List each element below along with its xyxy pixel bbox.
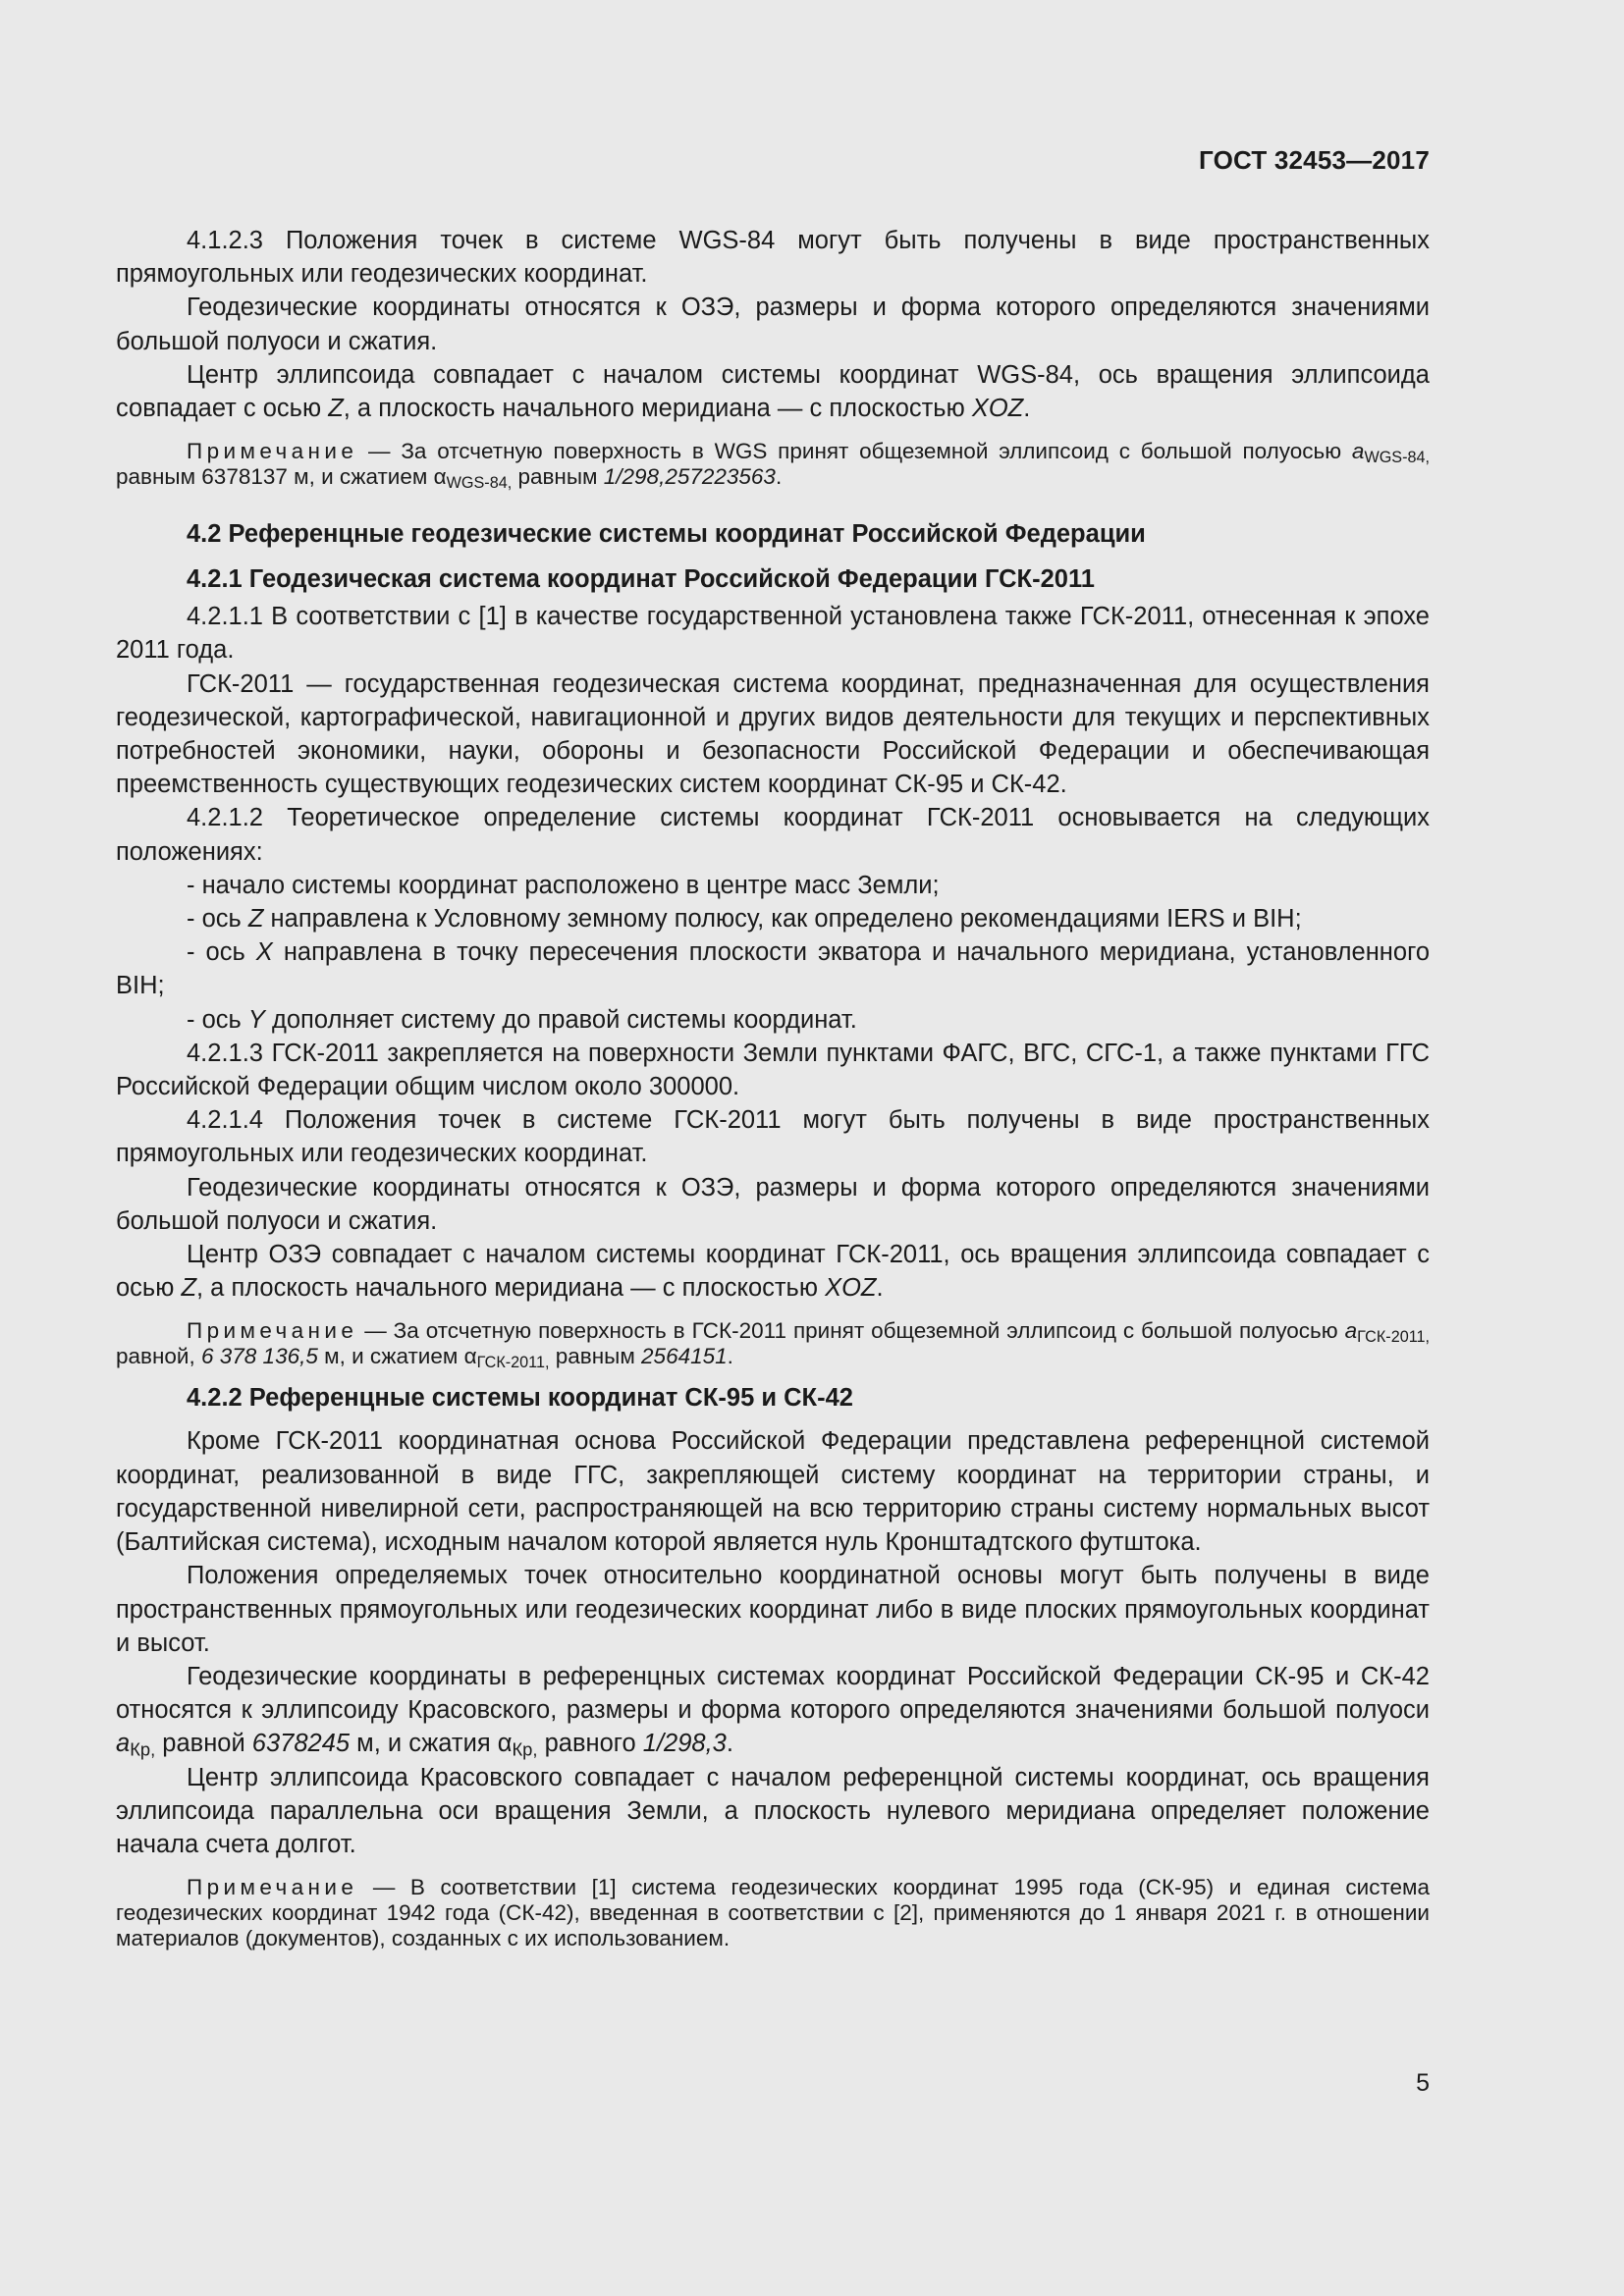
note-sk95-sk42: Примечание — В соответствии [1] система геодезических координат 1995 года (СК-95) и единая система геодезических координат 1942 года (СК-42), введенная в соответствии с [2], применяются до 1 января 2021 г. в отношении материалов (документов), созданных с их использованием. <box>116 1875 1430 1951</box>
list-item: - ось X направлена в точку пересечения плоскости экватора и начального меридиана, установленного BIH; <box>116 938 1430 1000</box>
paragraph-4213: 4.2.1.3 ГСК-2011 закрепляется на поверхности Земли пунктами ФАГС, ВГС, СГС-1, а также пунктами ГГС Российской Федерации общим числом около 300000. <box>116 1039 1430 1101</box>
list-item: - начало системы координат расположено в центре масс Земли; <box>187 871 940 899</box>
note-label: Примечание <box>187 1318 358 1344</box>
paragraph-krasovsky: Геодезические координаты в референцных системах координат Российской Федерации СК-95 и СК-42 относятся к эллипсоиду Красовского, размеры и форма которого определяются значениями большой полуоси $a_{Кр,}$ равной 6378245 м, и сжатия $\alpha_{Кр,}$ равного 1/298,3. <box>116 1662 1430 1760</box>
note-wgs84: Примечание — За отсчетную поверхность в WGS принят общеземной эллипсоид с большой полуосью $a_{WGS-84,}$ равным 6378137 м, и сжатием $\alpha_{WGS-84,}$ равным 1/298,257223563. <box>116 439 1430 493</box>
page-body <box>116 224 1430 1961</box>
paragraph-4212: 4.2.1.2 Теоретическое определение системы координат ГСК-2011 основывается на следующих положениях: <box>116 804 1430 866</box>
document-code-header: ГОСТ 32453—2017 <box>1199 145 1430 175</box>
section-heading-4-2: 4.2 Референцные геодезические системы координат Российской Федерации <box>187 520 1146 549</box>
section-heading-4-2-2: 4.2.2 Референцные системы координат СК-95 и СК-42 <box>187 1384 853 1413</box>
paragraph-ellipsoid-center: Центр эллипсоида совпадает с началом системы координат WGS-84, ось вращения эллипсоида совпадает с осью Z, а плоскость начального меридиана — с плоскостью XOZ. <box>116 360 1430 423</box>
paragraph-krasovsky-center: Центр эллипсоида Красовского совпадает с началом референцной системы координат, ось вращения эллипсоида параллельна оси вращения Земли, а плоскость нулевого меридиана определяет положение начала счета долгот. <box>116 1763 1430 1858</box>
paragraph-geodetic-coords-gsk: Геодезические координаты относятся к ОЗЭ, размеры и форма которого определяются значениями большой полуоси и сжатия. <box>116 1173 1430 1235</box>
paragraph-4123: 4.1.2.3 Положения точек в системе WGS-84 могут быть получены в виде пространственных прямоугольных или геодезических координат. <box>116 227 1430 289</box>
paragraph-4214: 4.2.1.4 Положения точек в системе ГСК-2011 могут быть получены в виде пространственных прямоугольных или геодезических координат. <box>116 1106 1430 1168</box>
list-item: - ось Z направлена к Условному земному полюсу, как определено рекомендациями IERS и BIH; <box>187 905 1302 934</box>
paragraph-4211: 4.2.1.1 В соответствии с [1] в качестве государственной установлена также ГСК-2011, отнесенная к эпохе 2011 года. <box>116 603 1430 665</box>
section-heading-4-2-1: 4.2.1 Геодезическая система координат Российской Федерации ГСК-2011 <box>187 565 1095 594</box>
list-item: - ось Y дополняет систему до правой системы координат. <box>187 1005 857 1034</box>
paragraph-gsk-definition: ГСК-2011 — государственная геодезическая система координат, предназначенная для осуществления геодезической, картографической, навигационной и других видов деятельности для текущих и перспективных потребностей экономики, науки, обороны и безопасности Российской Федерации и обеспечивающая преемственность существующих геодезических систем координат СК-95 и СК-42. <box>116 669 1430 799</box>
note-label: Примечание <box>187 439 358 464</box>
paragraph-point-positions: Положения определяемых точек относительно координатной основы могут быть получены в виде пространственных прямоугольных или геодезических координат либо в виде плоских прямоугольных координат и высот. <box>116 1562 1430 1657</box>
page-number: 5 <box>1416 2069 1430 2097</box>
paragraph-geodetic-coords: Геодезические координаты относятся к ОЗЭ, размеры и форма которого определяются значениями большой полуоси и сжатия. <box>116 294 1430 355</box>
paragraph-coordinate-basis: Кроме ГСК-2011 координатная основа Российской Федерации представлена референцной системой координат, реализованной в виде ГГС, закрепляющей систему координат на территории страны, и государственной нивелирной сети, распространяющей на всю территорию страны систему нормальных высот (Балтийская система), исходным началом которой является нуль Кронштадтского футштока. <box>116 1427 1430 1557</box>
note-gsk2011: Примечание — За отсчетную поверхность в ГСК-2011 принят общеземной эллипсоид с большой полуосью $a_{ГСК-2011,}$ равной, 6 378 136,5 м, и сжатием $\alpha_{ГСК-2011,}$ равным 2564151. <box>116 1318 1430 1372</box>
note-label: Примечание <box>187 1875 358 1900</box>
paragraph-oze-center: Центр ОЗЭ совпадает с началом системы координат ГСК-2011, ось вращения эллипсоида совпадает с осью Z, а плоскость начального меридиана — с плоскостью XOZ. <box>116 1241 1430 1303</box>
